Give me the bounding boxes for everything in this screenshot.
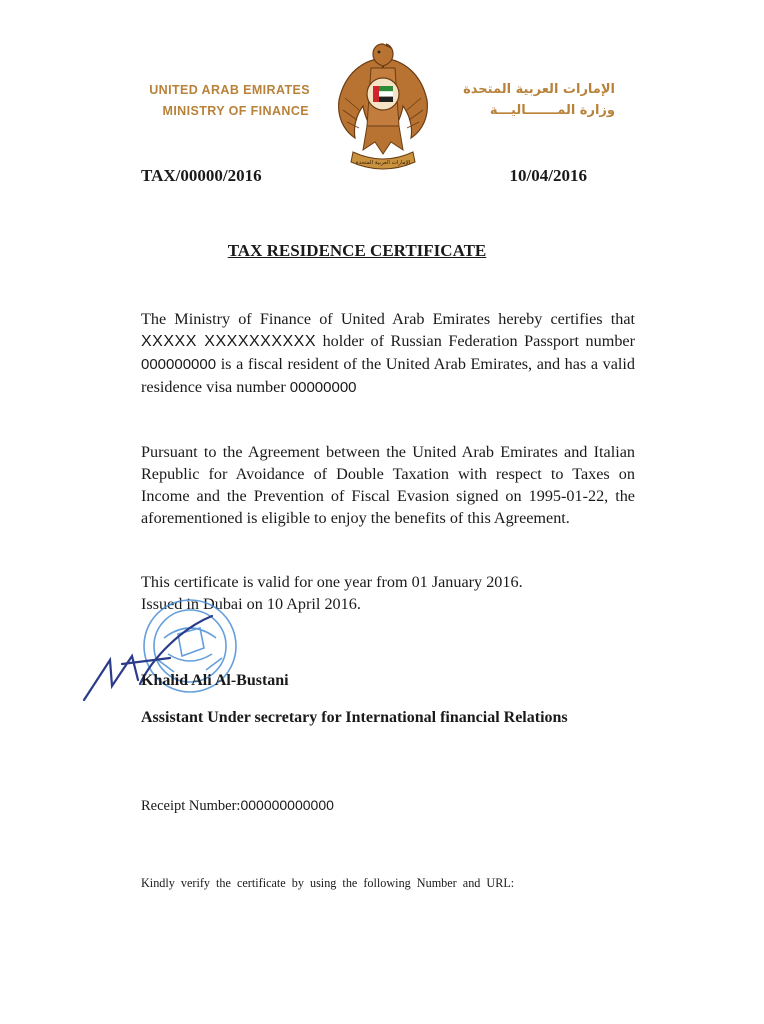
certification-paragraph: [141, 308, 635, 399]
p1-text-b: holder of Russian Federation Passport number: [316, 332, 635, 350]
emblem-ribbon-text: الإمارات العربية المتحدة: [355, 160, 411, 166]
p1-text-c: is a fiscal resident of the United Arab Emirates, and has a valid residence visa number: [141, 355, 635, 396]
header-ministry-en: MINISTRY OF FINANCE: [162, 104, 309, 118]
header-country-en: UNITED ARAB EMIRATES: [149, 83, 310, 97]
signatory-name: Khalid Ali Al-Bustani: [141, 672, 289, 689]
official-stamp-and-signature-icon: [82, 598, 282, 708]
issue-date: 10/04/2016: [509, 166, 587, 185]
signatory-title: Assistant Under secretary for International financial Relations: [141, 709, 568, 726]
verification-instructions: Kindly verify the certificate by using the following Number and URL:: [141, 876, 515, 890]
p1-text-a: The Ministry of Finance of United Arab Emirates hereby certifies that: [141, 310, 635, 328]
passport-number: 000000000: [141, 356, 217, 373]
uae-eagle-emblem-icon: [333, 38, 433, 172]
header-country-ar: الإمارات العربية المتحدة: [463, 82, 615, 97]
validity-line: This certificate is valid for one year from 01 January 2016.: [141, 573, 523, 591]
receipt-number-line: [141, 797, 334, 815]
document-title: TAX RESIDENCE CERTIFICATE: [227, 241, 487, 260]
header-ministry-ar: وزارة المـــــــاليـــة: [489, 103, 615, 118]
holder-name: XXXXX XXXXXXXXXX: [141, 333, 317, 350]
agreement-paragraph: Pursuant to the Agreement between the United Arab Emirates and Italian Republic for Avoidance of Double Taxation with respect to Taxes on Income and the Prevention of Fiscal Evasion signed on 1995-01-22, the aforementioned is eligible to enjoy the benefits of this Agreement.: [141, 443, 635, 527]
receipt-label: Receipt Number:: [141, 798, 241, 814]
receipt-number: 000000000000: [240, 797, 334, 813]
reference-number: TAX/00000/2016: [141, 166, 262, 185]
visa-number: 00000000: [289, 379, 357, 396]
issued-line: Issued in Dubai on 10 April 2016.: [141, 595, 361, 613]
